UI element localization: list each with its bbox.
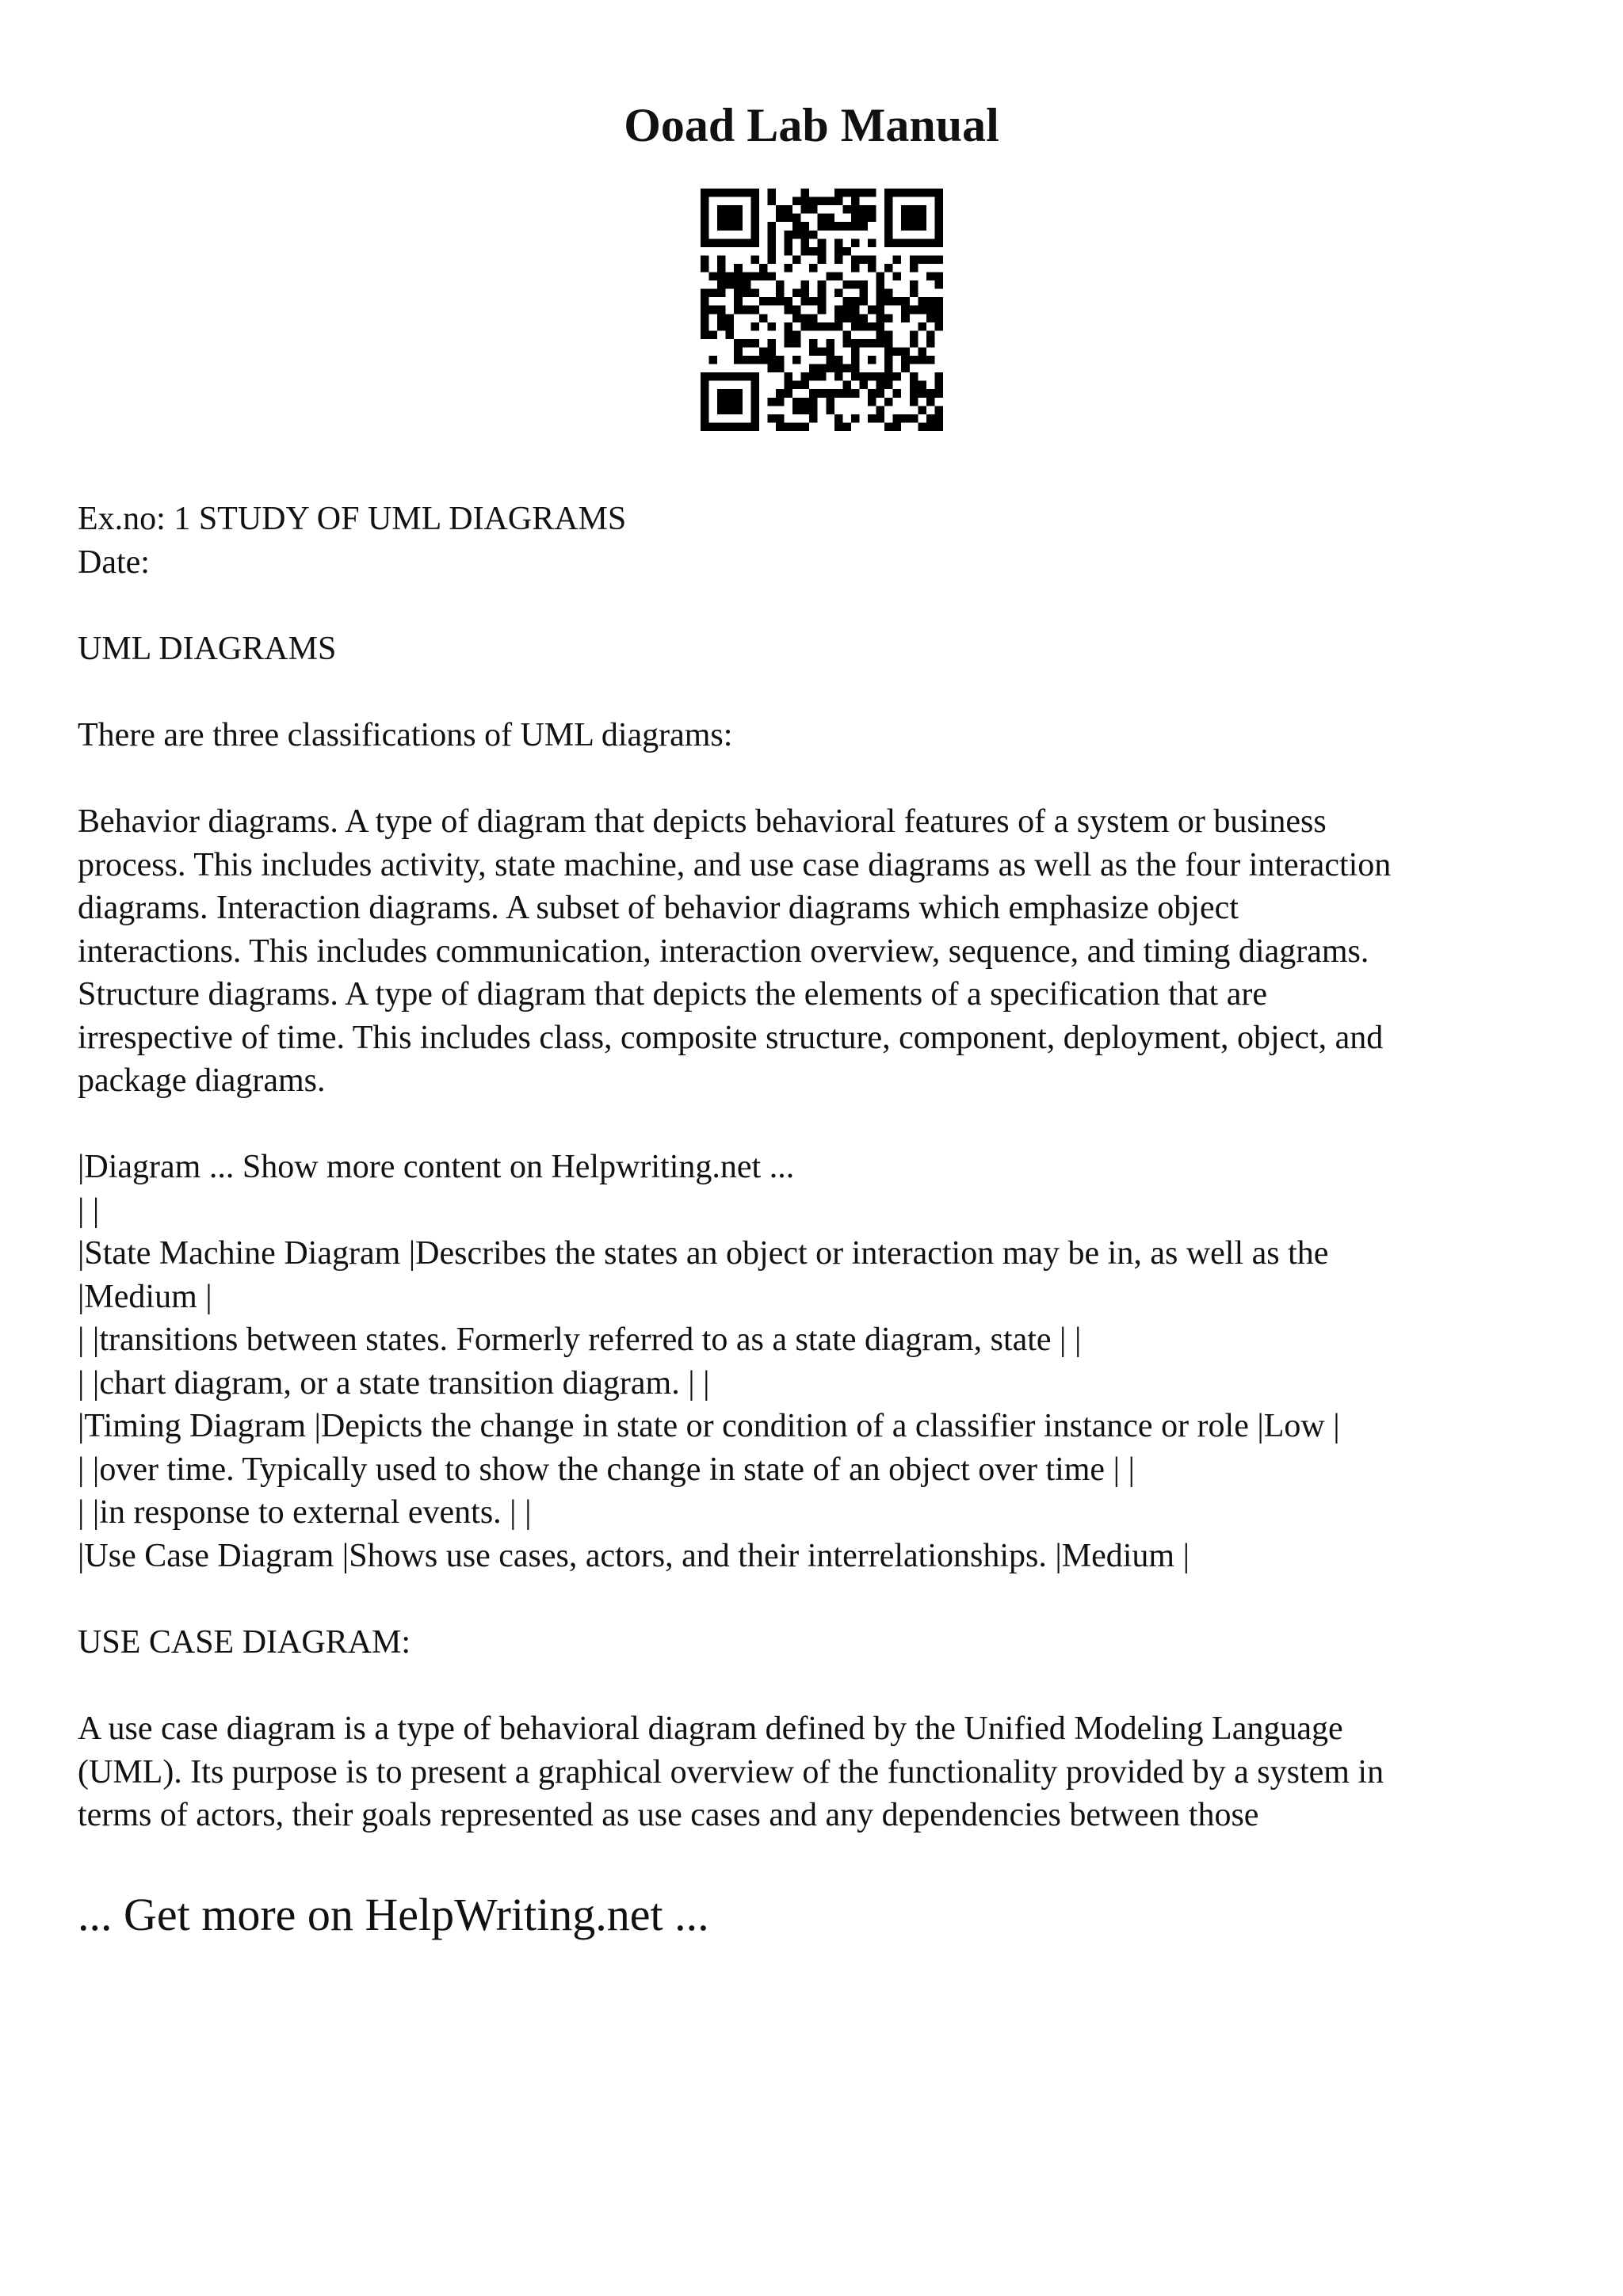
text-line: A use case diagram is a type of behavioral diagram defined by the Unified Modeling Language	[78, 1711, 1343, 1747]
exercise-number: Ex.no: 1 STUDY OF UML DIAGRAMS	[78, 501, 627, 537]
table-line: |State Machine Diagram |Describes the states an object or interaction may be in, as well as the	[78, 1235, 1329, 1272]
text-line: process. This includes activity, state machine, and use case diagrams as well as the four interaction	[78, 846, 1392, 883]
table-line: | |transitions between states. Formerly referred to as a state diagram, state | |	[78, 1322, 1082, 1358]
table-line: |Timing Diagram |Depicts the change in state or condition of a classifier instance or role |Low |	[78, 1408, 1340, 1444]
date-label: Date:	[78, 544, 150, 581]
text-line: Behavior diagrams. A type of diagram that depicts behavioral features of a system or business	[78, 803, 1327, 840]
text-line: (UML). Its purpose is to present a graphical overview of the functionality provided by a system in	[78, 1753, 1384, 1791]
text-line: package diagrams.	[78, 1062, 326, 1099]
text-line: terms of actors, their goals represented as use cases and any dependencies between those	[78, 1797, 1259, 1833]
text-line: diagrams. Interaction diagrams. A subset of behavior diagrams which emphasize object	[78, 890, 1239, 926]
table-line: |Diagram ... Show more content on Helpwriting.net ...	[78, 1149, 795, 1185]
text-line: Structure diagrams. A type of diagram that depicts the elements of a specification that are	[78, 976, 1267, 1013]
text-line: interactions. This includes communication, interaction overview, sequence, and timing diagrams.	[78, 933, 1369, 970]
table-line: | |chart diagram, or a state transition diagram. | |	[78, 1364, 710, 1402]
use-case-paragraph	[78, 1707, 1568, 1837]
qr-code-icon	[701, 189, 943, 431]
section-heading-uml-diagrams: UML DIAGRAMS	[78, 631, 337, 667]
table-line: |Use Case Diagram |Shows use cases, actors, and their interrelationships. |Medium |	[78, 1537, 1190, 1574]
table-line: | |over time. Typically used to show the change in state of an object over time | |	[78, 1451, 1135, 1488]
table-line: | |	[78, 1192, 100, 1229]
table-line: | |in response to external events. | |	[78, 1494, 532, 1531]
table-line: |Medium |	[78, 1278, 212, 1315]
intro-paragraph: There are three classifications of UML diagrams:	[78, 717, 733, 753]
diagram-table-text	[78, 1146, 1568, 1577]
section-heading-use-case-diagram: USE CASE DIAGRAM:	[78, 1624, 411, 1661]
classifications-paragraph	[78, 800, 1568, 1103]
text-line: irrespective of time. This includes class, composite structure, component, deployment, object, and	[78, 1019, 1384, 1056]
get-more-link[interactable]: ... Get more on HelpWriting.net ...	[78, 1889, 709, 1940]
page-title: Ooad Lab Manual	[624, 99, 999, 151]
